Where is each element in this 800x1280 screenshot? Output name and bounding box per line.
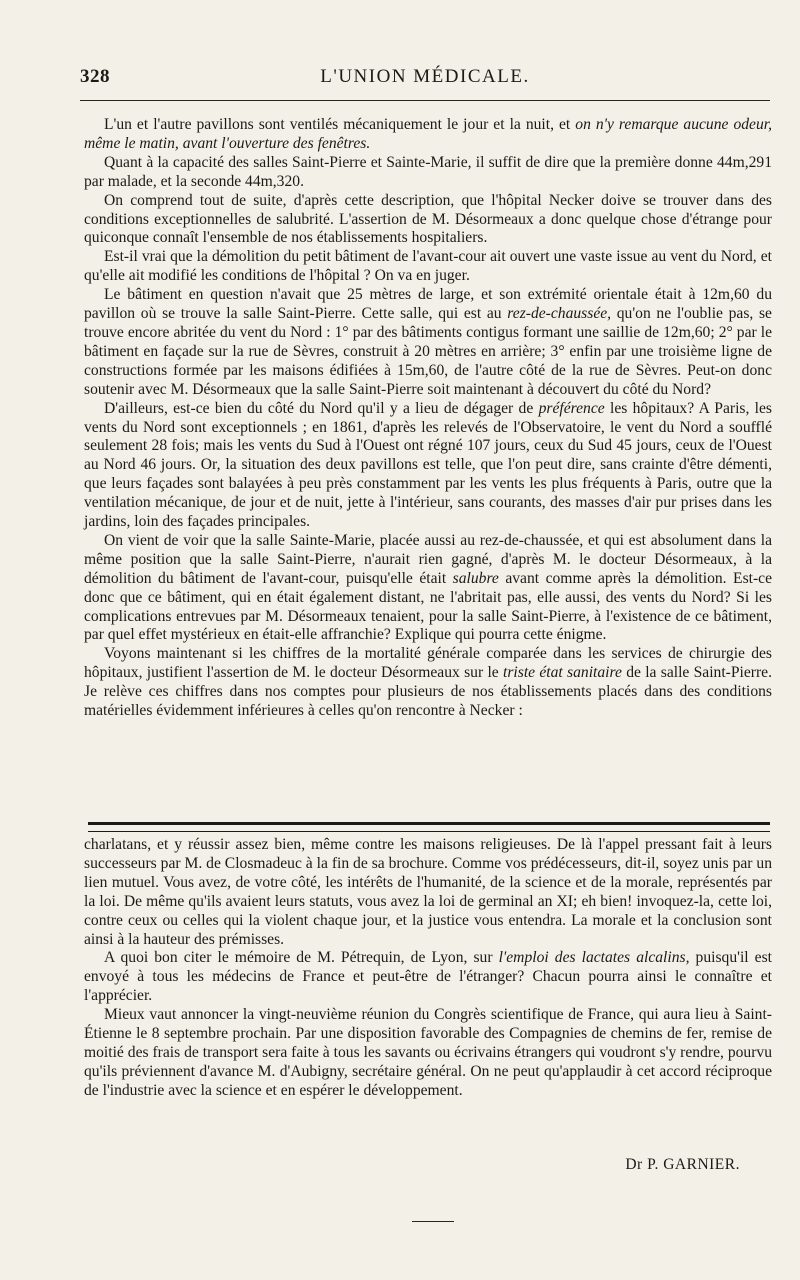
paragraph: L'un et l'autre pavillons sont ventilés mécaniquement le jour et la nuit, et on n'y remarque aucune odeur, même le matin, avant l'ouverture des fenêtres.: [84, 116, 772, 152]
paragraph: Quant à la capacité des salles Saint-Pierre et Sainte-Marie, il suffit de dire que la première donne 44m,291 par malade, et la seconde 44m,320.: [84, 153, 772, 190]
paragraph: On vient de voir que la salle Sainte-Marie, placée aussi au rez-de-chaussée, et qui est absolument dans la même position que la salle Saint-Pierre, n'aurait rien gagné, d'après M. le docteur Désormeaux, à la démolition du bâtiment de l'avant-cour, puisqu'elle était salubre avant comme après la démolition. Est-ce donc que ce bâtiment, qui en était également distant, ne l'abritait pas, elle aussi, des vents du Nord? Si les complications entrevues par M. Désormeaux tenaient, pour la salle Saint-Pierre, à l'existence de ce bâtiment, par quel effet mystérieux en était-elle affranchie? Explique qui pourra cette énigme.: [84, 531, 773, 644]
paragraph: On comprend tout de suite, d'après cette description, que l'hôpital Necker doive se trouver dans des conditions exceptionnelles de salubrité. L'assertion de M. Désormeaux a donc quelque chose d'étrange pour quiconque connaît l'ensemble de nos établissements hospitaliers.: [84, 191, 772, 247]
running-title: L'UNION MÉDICALE.: [320, 66, 530, 87]
paragraph: Mieux vaut annoncer la vingt-neuvième réunion du Congrès scientifique de France, qui aura lieu à Saint-Étienne le 8 septembre prochain. Par une disposition favorable des Compagnies de chemins de fer, remise de moitié des frais de transport sera faite à tous les savants ou écrivains étrangers qui voudront s'y rendre, pourvu qu'ils préviennent d'avance M. d'Aubigny, secrétaire général. On ne peut qu'applaudir à cet accord réciproque de l'industrie avec la science et en espérer le développement.: [84, 1006, 772, 1099]
page-number: 328: [80, 66, 110, 87]
feuilleton-separator: [88, 822, 770, 832]
feuilleton-body: [84, 836, 772, 1101]
paragraph: charlatans, et y réussir assez bien, même contre les maisons religieuses. De là l'appel pressant fait à leurs successeurs par M. de Closmadeuc à la fin de sa brochure. Comme vos prédécesseurs, dit-il, soyez unis par un lien mutuel. Vous avez, de votre côté, les intérêts de l'humanité, de la science et de la morale, représentés par la loi. De même qu'ils avaient leurs statuts, vous avez la loi de germinal an XI; eh bien! invoquez-la, cette loi, contre ceux ou celles qui la violent chaque jour, et la justice vous entendra. La morale et la conclusion sont ainsi à la hauteur des prémisses.: [84, 836, 772, 948]
author-signature: Dr P. GARNIER.: [625, 1156, 740, 1173]
paragraph: D'ailleurs, est-ce bien du côté du Nord qu'il y a lieu de dégager de préférence les hôpitaux? A Paris, les vents du Nord sont exceptionnels ; en 1861, d'après les relevés de l'Observatoire, le vent du Nord a soufflé seulement 28 fois; mais les vents du Sud à l'Ouest ont régné 107 jours, ceux du Sud 45 jours, ceux de l'Ouest au Nord 46 jours. Or, la situation des deux pavillons est telle, que l'on peut dire, sans crainte d'être démenti, que leurs façades sont balayées à peu près constamment par les vents les plus fréquents à Paris, outre que la ventilation mécanique, de jour et de nuit, jette à l'intérieur, sans courants, des masses d'air pur prises dans les jardins, loin des façades principales.: [84, 399, 773, 531]
article-body: [84, 116, 772, 721]
header-rule: [80, 100, 770, 101]
paragraph: Le bâtiment en question n'avait que 25 mètres de large, et son extrémité orientale était à 12m,60 du pavillon où se trouve la salle Saint-Pierre. Cette salle, qui est au rez-de-chaussée, qu'on ne l'oublie pas, se trouve encore abritée du vent du Nord : 1° par des bâtiments contigus formant une saillie de 12m,60; 2° par le bâtiment en façade sur la rue de Sèvres, construit à 20 mètres en arrière; 3° enfin par une troisième ligne de constructions formée par les maisons édifiées à 15m,60, de l'autre côté de la rue de Sèvres. Peut-on donc soutenir avec M. Désormeaux que la salle Saint-Pierre soit maintenant à découvert du côté du Nord?: [84, 286, 772, 398]
page-header: [80, 64, 770, 94]
paragraph: Est-il vrai que la démolition du petit bâtiment de l'avant-cour ait ouvert une vaste issue au vent du Nord, et qu'elle ait modifié les conditions de l'hôpital ? On va en juger.: [84, 248, 772, 285]
paragraph: Voyons maintenant si les chiffres de la mortalité générale comparée dans les services de chirurgie des hôpitaux, justifient l'assertion de M. le docteur Désormeaux sur le triste état sanitaire de la salle Saint-Pierre. Je relève ces chiffres dans nos comptes pour plusieurs de nos établissements placés dans des conditions matérielles évidemment inférieures à celles qu'on rencontre à Necker :: [84, 645, 772, 720]
paragraph: A quoi bon citer le mémoire de M. Pétrequin, de Lyon, sur l'emploi des lactates alcalins, puisqu'il est envoyé à tous les médecins de France et peut-être de l'étranger? Chacun pourra ainsi le connaître et l'apprécier.: [84, 949, 773, 1005]
end-rule: [412, 1221, 454, 1222]
